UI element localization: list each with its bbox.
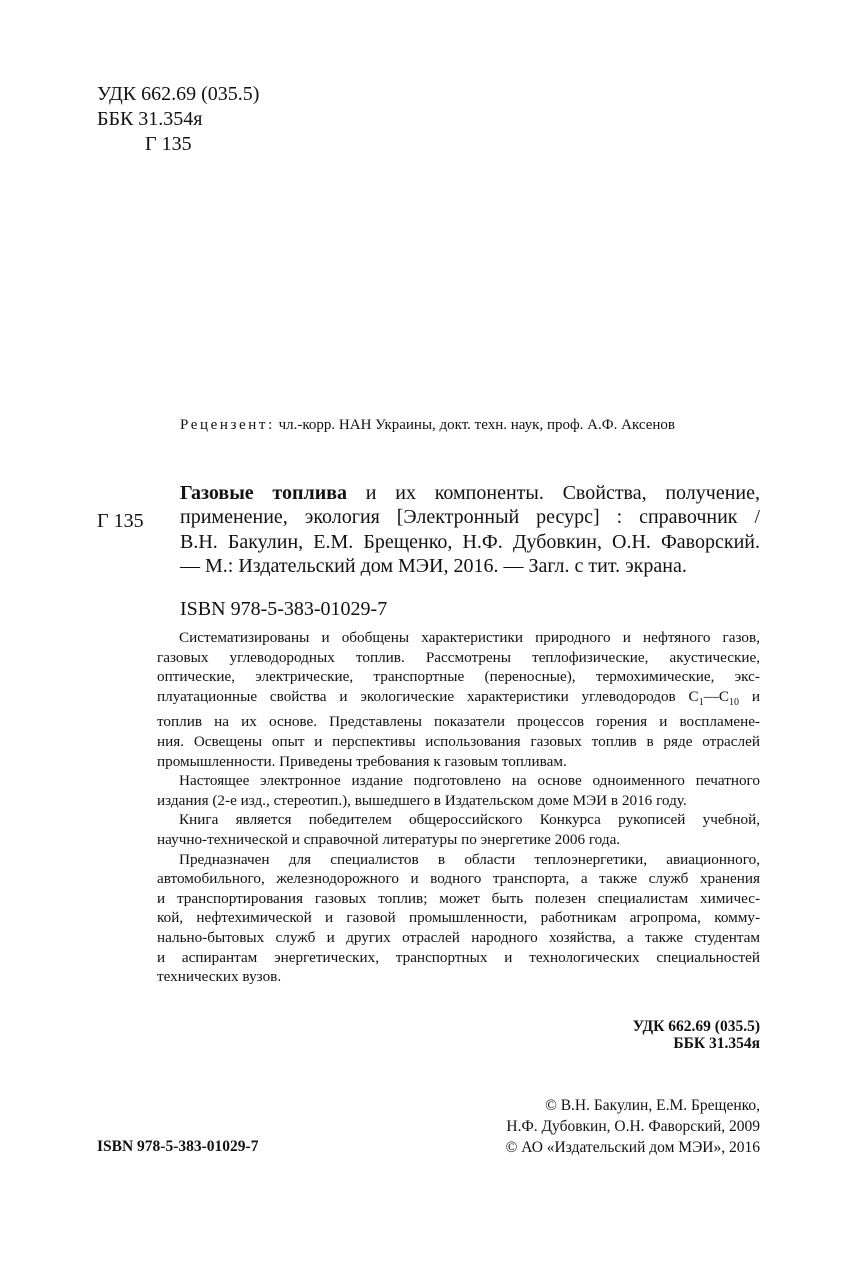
isbn-record: ISBN 978-5-383-01029-7 — [180, 598, 388, 620]
reviewer-text: чл.-корр. НАН Украины, докт. техн. наук, проф. А.Ф. Аксенов — [278, 417, 675, 433]
abstract-line: оптические, электрические, транспортные (переносные), термохимические, экс- — [157, 668, 760, 686]
reviewer-label: Рецензент: — [180, 417, 275, 433]
copyright-line-2: Н.Ф. Дубовкин, О.Н. Фаворский, 2009 — [506, 1118, 760, 1135]
copyright-line-3: © АО «Издательский дом МЭИ», 2016 — [505, 1139, 760, 1156]
reviewer-line — [180, 415, 760, 435]
abstract-paragraph-1 — [157, 628, 760, 771]
abstract-line: кой, нефтехимической и газовой промышленности, работникам агропрома, комму- — [157, 909, 760, 927]
subscript: 1 — [698, 696, 704, 708]
abstract-line: газовых углеводородных топлив. Рассмотрены теплофизические, акустические, — [157, 648, 760, 666]
abstract-line: и транспортирования газовых топлив; может быть полезен специалистам химичес- — [157, 889, 760, 907]
bbk-code: ББК 31.354я — [97, 108, 203, 130]
biblio-line-1 — [180, 481, 760, 505]
abstract-line: технических вузов. — [157, 968, 282, 986]
classification-udk: УДК 662.69 (035.5) — [632, 1018, 760, 1035]
abstract-line: Систематизированы и обобщены характеристики природного и нефтяного газов, — [179, 629, 760, 646]
abstract-line — [157, 687, 760, 713]
abstract-line: ния. Освещены опыт и перспективы использования газовых топлив в ряде отраслей — [157, 733, 760, 750]
classification-block — [633, 1018, 760, 1052]
abstract-line: научно-технической и справочной литературы по энергетике 2006 года. — [157, 830, 621, 848]
abstract-line: топлив на их основе. Представлены показатели процессов горения и воспламене- — [157, 713, 760, 731]
subscript: 10 — [729, 696, 740, 708]
udk-code: УДК 662.69 (035.5) — [97, 83, 260, 105]
abstract-line: Книга является победителем общероссийского Конкурса рукописей учебной, — [179, 811, 760, 829]
biblio-line-4: — М.: Издательский дом МЭИ, 2016. — Загл. с тит. экрана. — [180, 555, 687, 578]
book-subtitle: и их компоненты. Свойства, получение, — [347, 482, 760, 504]
abstract-paragraph-2 — [157, 771, 760, 810]
abstract-line-part: —C — [703, 687, 730, 705]
biblio-line-3: В.Н. Бакулин, Е.М. Брещенко, Н.Ф. Дубовкин, О.Н. Фаворский. — [180, 530, 760, 553]
biblio-author-code: Г 135 — [97, 510, 144, 532]
index-block — [97, 82, 259, 157]
author-code: Г 135 — [145, 133, 192, 155]
abstract-line: издания (2-е изд., стереотип.), вышедшего в Издательском доме МЭИ в 2016 году. — [157, 791, 687, 809]
biblio-line-2: применение, экология [Электронный ресурс] : справочник / — [180, 506, 760, 529]
abstract-line: Настоящее электронное издание подготовлено на основе одноименного печатного — [179, 772, 760, 790]
copyright-line-1: © В.Н. Бакулин, Е.М. Брещенко, — [545, 1097, 760, 1114]
footer-isbn: ISBN 978-5-383-01029-7 — [97, 1138, 259, 1155]
abstract-paragraph-4 — [157, 850, 760, 987]
classification-bbk: ББК 31.354я — [673, 1035, 760, 1052]
abstract-line: и аспирантам энергетических, транспортных и технологических специальностей — [157, 948, 760, 966]
abstract-paragraph-3 — [157, 810, 760, 849]
copyright-block — [506, 1095, 760, 1158]
bibliographic-record — [180, 481, 760, 579]
abstract-line: нально-бытовых служб и других отраслей народного хозяйства, а также студентам — [157, 928, 760, 946]
abstract-line-part: и — [739, 687, 760, 705]
abstract-line: автомобильного, железнодорожного и водного транспорта, а также служб хранения — [157, 870, 760, 888]
abstract — [157, 628, 760, 987]
abstract-line: промышленности. Приведены требования к газовым топливам. — [157, 752, 567, 770]
abstract-line: Предназначен для специалистов в области теплоэнергетики, авиационного, — [179, 850, 760, 868]
book-title: Газовые топлива — [180, 482, 348, 504]
abstract-line-part: плуатационные свойства и экологические характеристики углеводородов C — [157, 687, 699, 705]
